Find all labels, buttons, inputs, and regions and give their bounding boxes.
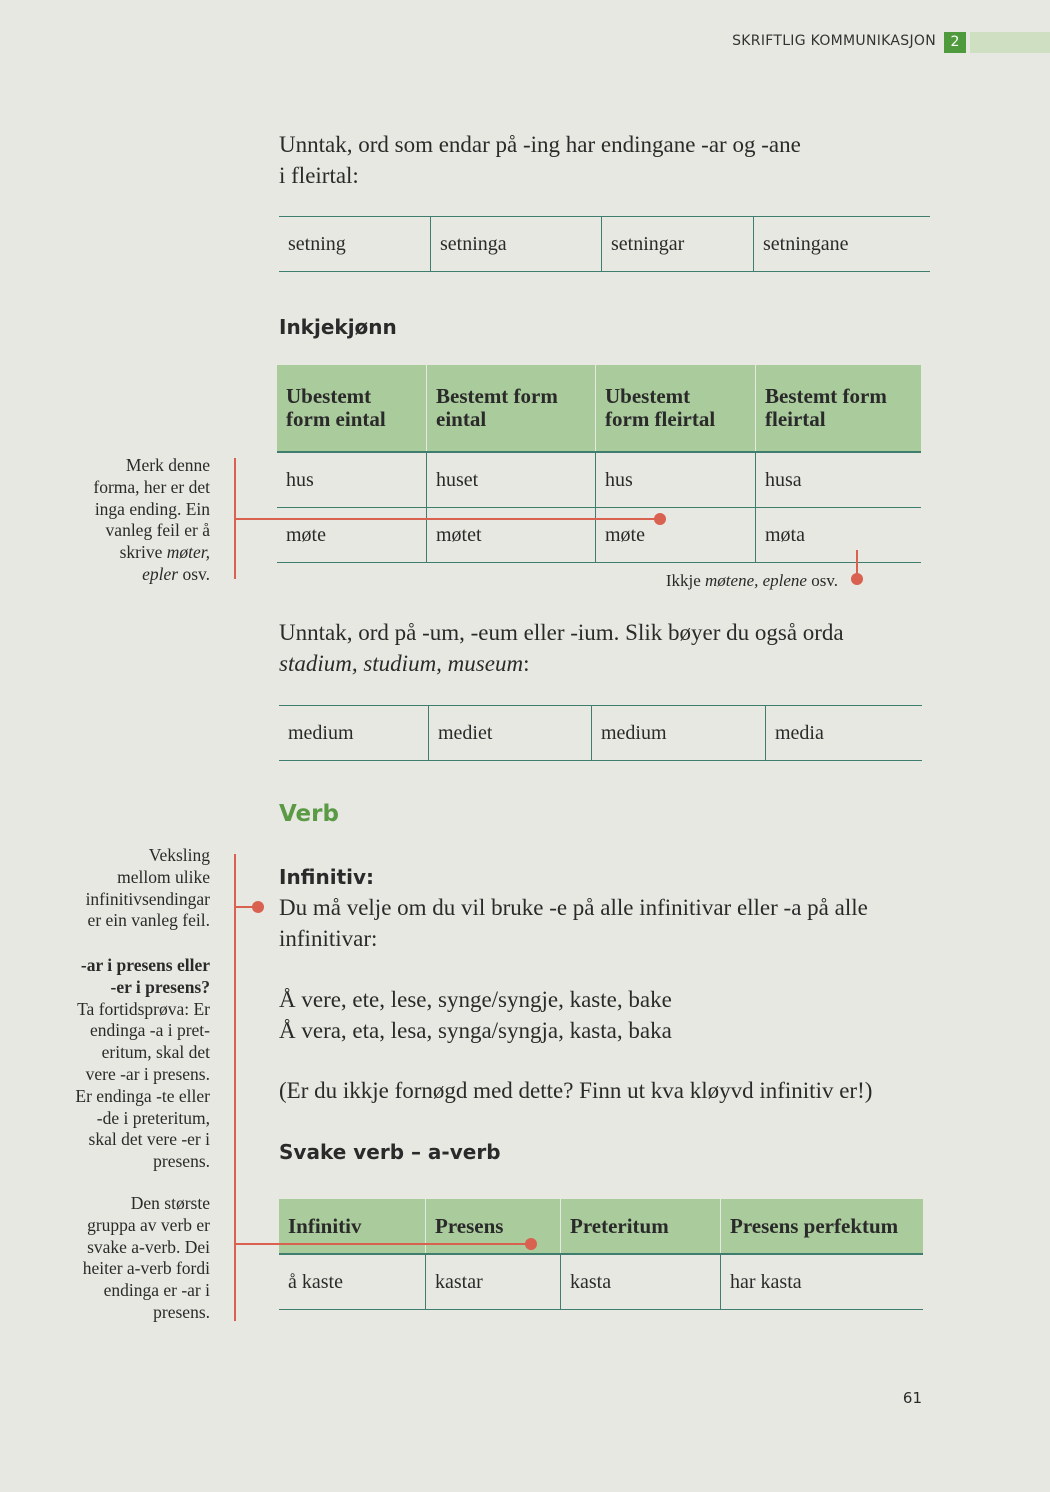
- table-header-cell: Ubestemt form fleirtal: [596, 365, 756, 452]
- table-setning: [279, 216, 930, 272]
- margin-note-a-verb: Den største gruppa av verb er svake a-verb. Dei heiter a-verb fordi endinga er -ar i presens.: [82, 1193, 210, 1322]
- intro-um: Unntak, ord på -um, -eum eller -ium. Slik bøyer du også orda stadium, studium, museum:: [279, 620, 844, 676]
- chapter-badge: 2: [944, 32, 966, 53]
- table-cell: hus: [596, 452, 756, 508]
- table-header-cell: Bestemt form fleirtal: [756, 365, 922, 452]
- callout-dot: [252, 901, 264, 913]
- verb-heading: Verb: [279, 801, 339, 827]
- table-cell: har kasta: [721, 1254, 924, 1310]
- callout-line: [234, 1243, 531, 1245]
- running-header: SKRIFTLIG KOMMUNIKASJON: [732, 33, 936, 49]
- callout-line: [234, 518, 659, 520]
- table-header-cell: Presens: [426, 1199, 561, 1254]
- table-cell: setningar: [602, 217, 754, 272]
- svake-verb-heading: Svake verb – a-verb: [279, 1140, 501, 1164]
- margin-note-presens: -ar i presens eller -er i presens? Ta fortidsprøva: Er endinga -a i pret- eritum, skal det vere -ar i presens. Er endinga -te eller -de i preteritum, skal det vere -er i presens.: [75, 955, 210, 1172]
- margin-note-veksling: Veksling mellom ulike infinitivsendingar er ein vanleg feil.: [85, 845, 210, 931]
- table-header-cell: Ubestemt form eintal: [277, 365, 427, 452]
- table-cell: møta: [756, 508, 922, 563]
- inkjekjonn-heading: Inkjekjønn: [279, 315, 397, 339]
- infinitiv-label: Infinitiv:: [279, 865, 375, 889]
- table-row: [279, 706, 922, 761]
- page-number: 61: [902, 1389, 922, 1407]
- table-header-cell: Preteritum: [561, 1199, 721, 1254]
- table-header-row: [279, 1199, 923, 1254]
- table-cell: hus: [277, 452, 427, 508]
- table-row: [279, 1254, 923, 1310]
- table-header-cell: Infinitiv: [279, 1199, 426, 1254]
- table-cell: huset: [427, 452, 596, 508]
- header-bar: [970, 32, 1050, 53]
- table-header-cell: Bestemt form eintal: [427, 365, 596, 452]
- table-cell: setningane: [754, 217, 931, 272]
- table-cell: setning: [279, 217, 431, 272]
- table-row: [277, 508, 921, 563]
- table-cell: møte: [596, 508, 756, 563]
- table-inkjekjonn: [277, 365, 921, 563]
- infinitiv-examples: Å vere, ete, lese, synge/syngje, kaste, bake Å vera, eta, lesa, synga/syngja, kasta, baka: [279, 987, 672, 1043]
- margin-note-mote: Merk denne forma, her er det inga ending. Ein vanleg feil er å skrive møter, epler osv.: [93, 455, 210, 584]
- table-header-cell: Presens perfektum: [721, 1199, 924, 1254]
- table-header-row: [277, 365, 921, 452]
- note-ikkje: Ikkje møtene, eplene osv.: [665, 571, 838, 590]
- table-cell: husa: [756, 452, 922, 508]
- intro-ing-line2: i fleirtal:: [279, 163, 359, 188]
- table-cell: møtet: [427, 508, 596, 563]
- table-cell: mediet: [429, 706, 592, 761]
- table-medium: [279, 705, 922, 761]
- infinitiv-question: (Er du ikkje fornøgd med dette? Finn ut kva kløyvd infinitiv er!): [279, 1078, 873, 1103]
- table-cell: media: [766, 706, 923, 761]
- table-cell: møte: [277, 508, 427, 563]
- table-cell: kasta: [561, 1254, 721, 1310]
- table-cell: medium: [279, 706, 429, 761]
- table-a-verb: [279, 1199, 923, 1310]
- callout-dot: [654, 513, 666, 525]
- table-cell: setninga: [431, 217, 602, 272]
- callout-dot: [851, 573, 863, 585]
- table-cell: å kaste: [279, 1254, 426, 1310]
- infinitiv-text: Du må velje om du vil bruke -e på alle infinitivar eller -a på alle infinitivar:: [279, 895, 868, 951]
- intro-ing: [279, 129, 919, 191]
- margin-rule: [234, 854, 236, 1321]
- callout-dot: [525, 1238, 537, 1250]
- table-cell: kastar: [426, 1254, 561, 1310]
- table-cell: medium: [592, 706, 766, 761]
- table-row: [277, 452, 921, 508]
- intro-ing-line1: Unntak, ord som endar på -ing har endingane -ar og -ane: [279, 132, 801, 157]
- table-row: [279, 217, 930, 272]
